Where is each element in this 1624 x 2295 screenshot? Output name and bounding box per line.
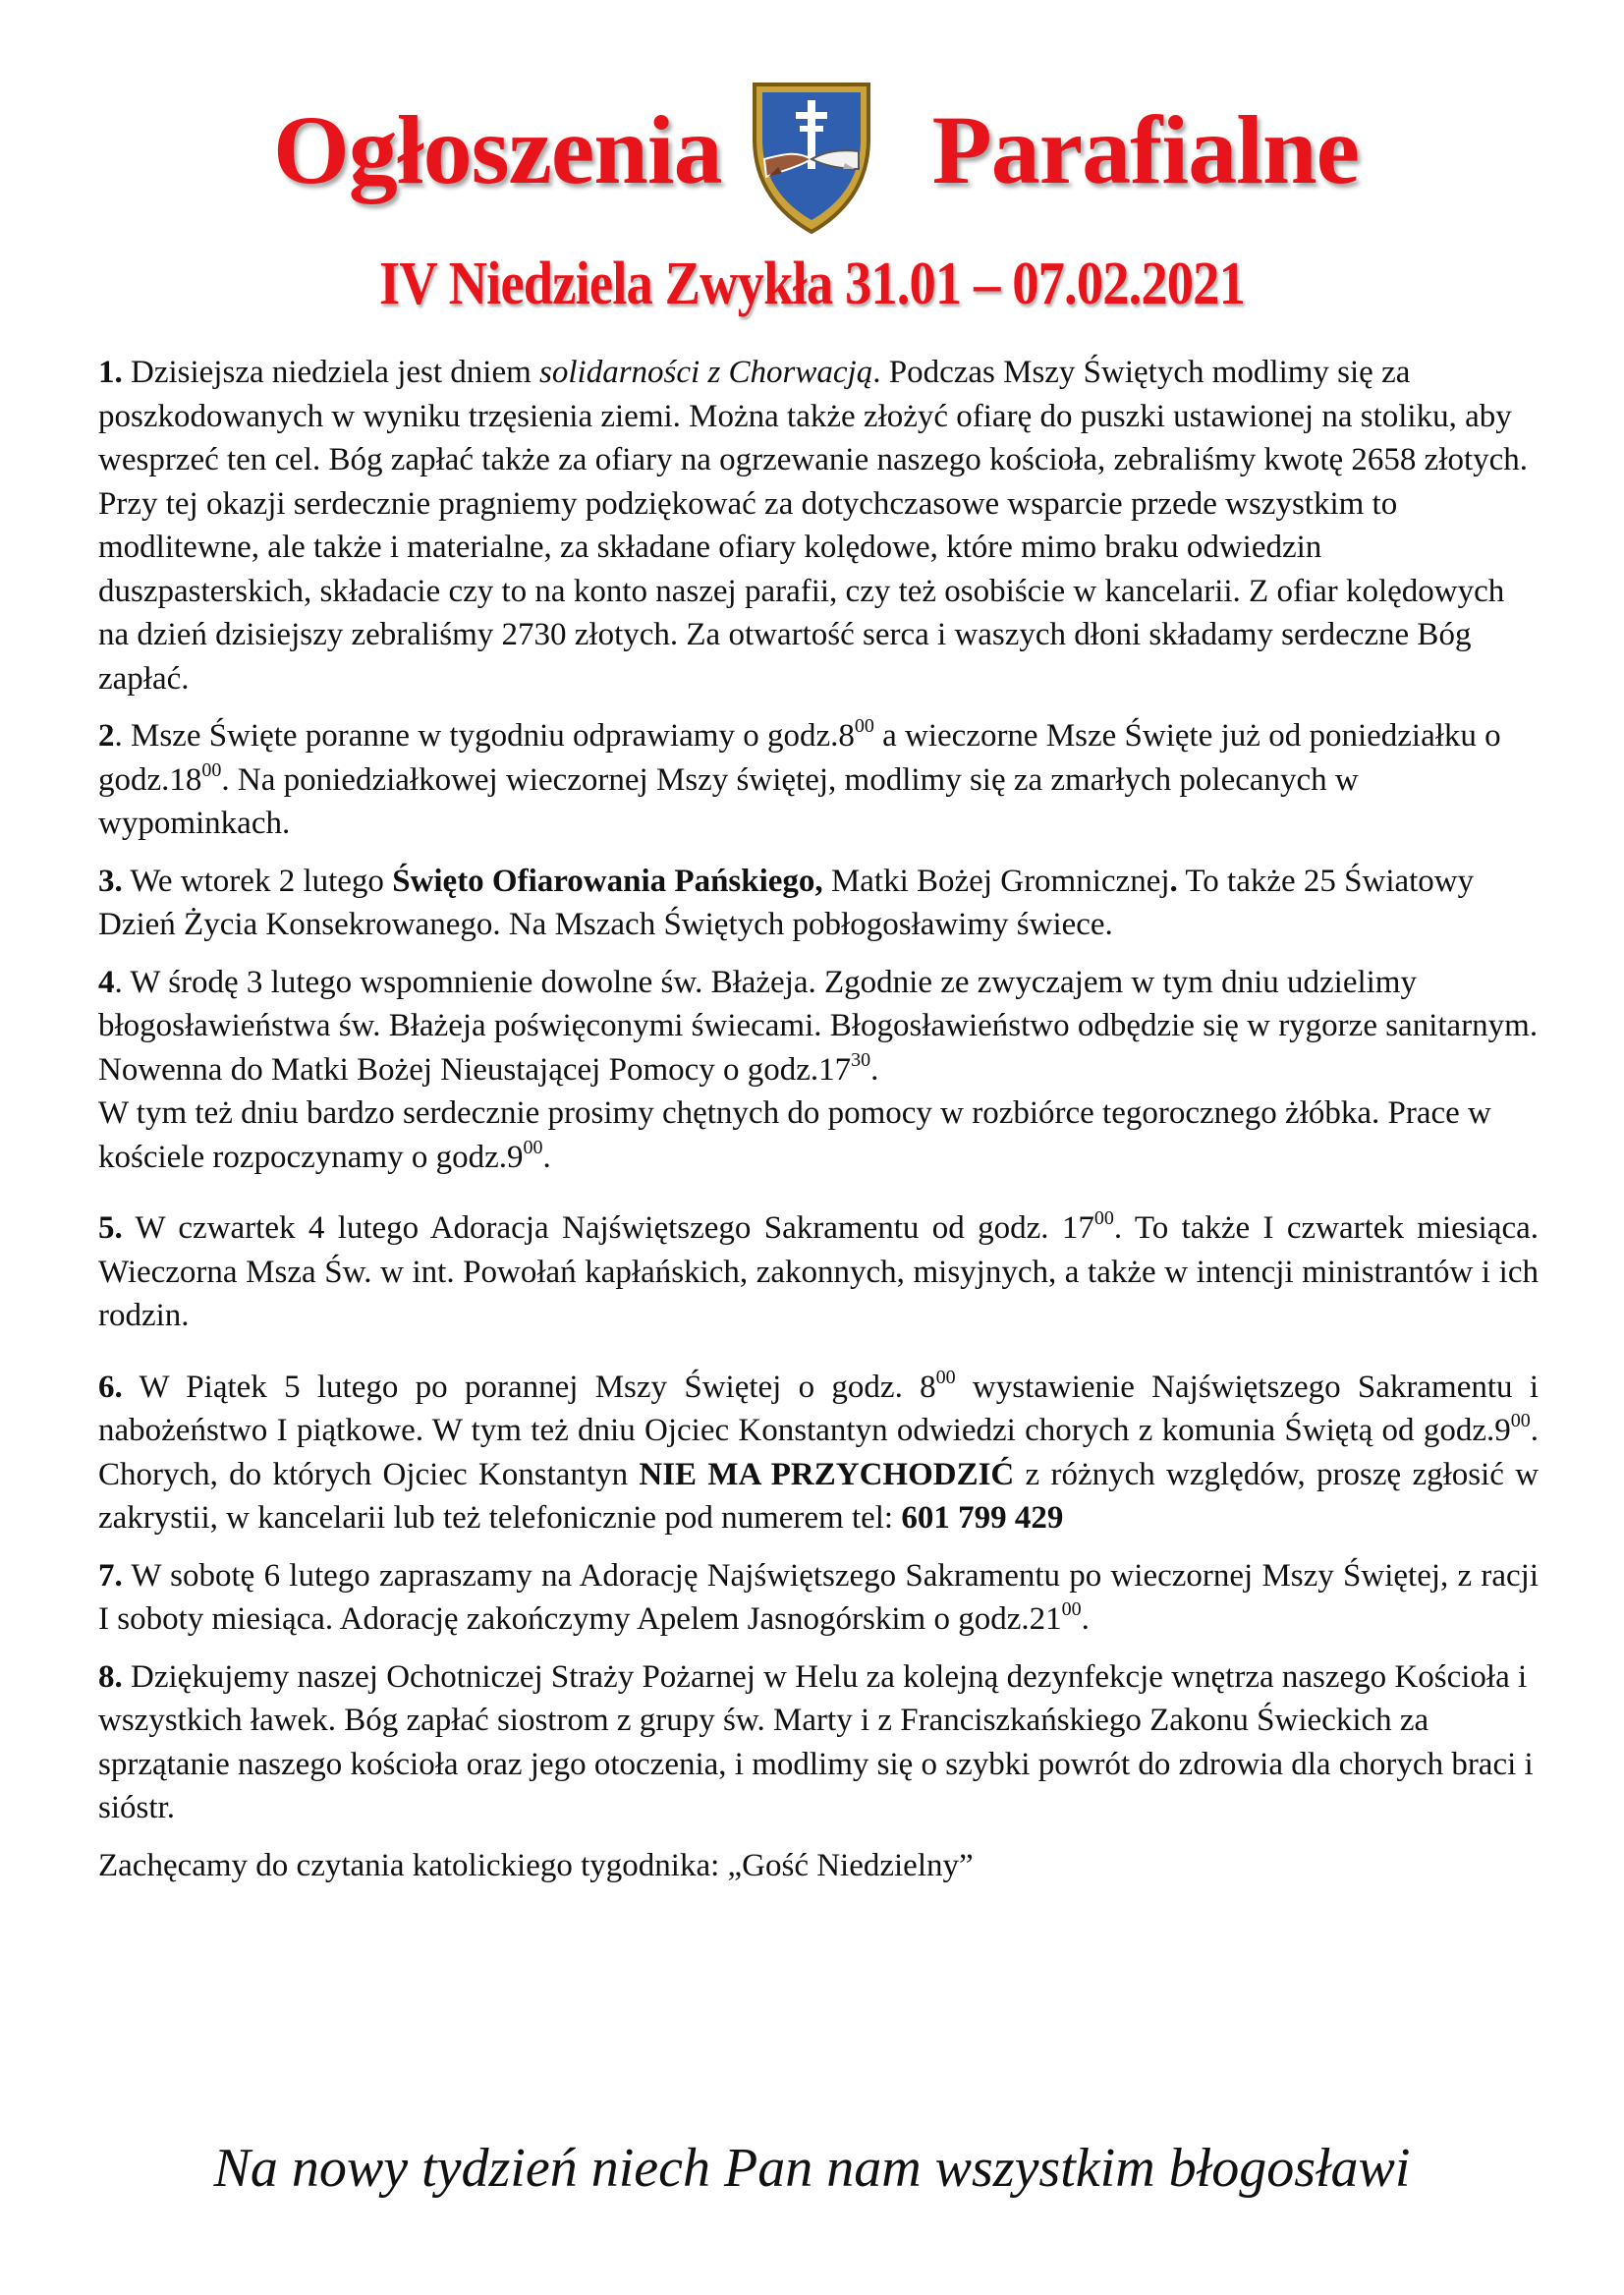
text-run: To także 25 Światowy Dzień Życia Konsekrowanego. Na Mszach Świętych pobłogosławimy świece. (98, 863, 1475, 942)
text-run: a wieczorne Msze Święte już od poniedziałku o godz.18 (98, 718, 1501, 798)
text-run: Matki Bożej Gromnicznej (822, 863, 1170, 899)
time-superscript: 00 (201, 758, 222, 781)
time-superscript: 00 (935, 1366, 956, 1388)
title-word-right: Parafialne (931, 95, 1359, 204)
bold-text: 601 799 429 (901, 1500, 1064, 1536)
text-run: . To także I czwartek miesiąca. Wieczorna Msza Św. w int. Powołań kapłańskich, zakonnych, misyjnych, a także w intencji ministrantów i ich rodzin. (98, 1210, 1539, 1333)
announcement-paragraph (98, 1655, 1539, 1830)
text-run: W Piątek 5 lutego po porannej Mszy Świętej o godz. 8 (122, 1369, 936, 1405)
announcement-item (98, 714, 1539, 846)
bold-text: 3. (98, 863, 123, 899)
bold-text: 7. (98, 1557, 123, 1594)
bold-text: 8. (98, 1658, 123, 1695)
parish-coat-of-arms-icon (749, 79, 874, 238)
announcement-paragraph (98, 860, 1539, 947)
announcement-paragraph (98, 1554, 1539, 1642)
announcement-item (98, 351, 1539, 700)
announcement-item (98, 1844, 1539, 1888)
announcement-paragraph (98, 1206, 1539, 1338)
announcement-item (98, 1554, 1539, 1642)
announcement-item (98, 1206, 1539, 1338)
text-run: W czwartek 4 lutego Adoracja Najświętszego Sakramentu od godz. 17 (122, 1210, 1094, 1246)
time-superscript: 00 (1093, 1207, 1114, 1229)
time-superscript: 00 (523, 1136, 543, 1158)
announcement-paragraph (98, 1092, 1539, 1179)
announcement-paragraph (98, 1844, 1539, 1888)
announcement-item (98, 1366, 1539, 1540)
text-run: Dziękujemy naszej Ochotniczej Straży Pożarnej w Helu za kolejną dezynfekcje wnętrza naszego Kościoła i wszystkich ławek. Bóg zapłać siostrom z grupy św. Marty i z Franciszkańskiego Zakonu Świeckich za sprzątanie naszego kościoła oraz jego otoczenia, i modlimy się o szybki powrót do zdrowia dla chorych braci i sióstr. (98, 1658, 1534, 1825)
announcement-item (98, 961, 1539, 1180)
text-run: Dzisiejsza niedziela jest dniem (122, 355, 540, 390)
text-run: wystawienie Najświętszego Sakramentu i nabożeństwo I piątkowe. W tym też dniu Ojciec Konstantyn odwiedzi chorych z komunia Świętą od godz.9 (98, 1369, 1539, 1448)
text-run: . Na poniedziałkowej wieczornej Mszy świętej, modlimy się za zmarłych polecanych w wypominkach. (98, 761, 1359, 841)
text-run: z różnych względów, proszę zgłosić w zakrystii, w kancelarii lub też telefonicznie pod numerem tel: (98, 1456, 1540, 1536)
bold-text: 6. (98, 1369, 123, 1405)
text-run: . (1081, 1601, 1090, 1637)
time-superscript: 00 (1061, 1598, 1082, 1620)
title-word-left: Ogłoszenia (273, 95, 722, 204)
text-run: Zachęcamy do czytania katolickiego tygodnika: „Gość Niedzielny” (98, 1847, 974, 1883)
announcement-paragraph (98, 351, 1539, 700)
time-superscript: 30 (851, 1048, 871, 1071)
bold-text: 4 (98, 964, 115, 1000)
time-superscript: 00 (854, 715, 874, 737)
bold-text: . (1169, 863, 1178, 899)
text-run: . W środę 3 lutego wspomnienie dowolne św. Błażeja. Zgodnie ze zwyczajem w tym dniu udzielimy błogosławieństwa św. Błażeja poświęconymi świecami. Błogosławieństwo odbędzie się w rygorze sanitarnym. Nowenna do Matki Bożej Nieustającej Pomocy o godz.17 (98, 964, 1539, 1088)
text-run: . Msze Święte poranne w tygodniu odprawiamy o godz.8 (114, 718, 855, 754)
time-superscript: 00 (1510, 1410, 1531, 1431)
announcement-item (98, 860, 1539, 947)
bold-text: Święto Ofiarowania Pańskiego, (392, 863, 823, 899)
week-subtitle: IV Niedziela Zwykła 31.01 – 07.02.2021 (379, 251, 1245, 317)
bold-text: NIE MA PRZYCHODZIĆ (639, 1456, 1015, 1492)
text-run: . (870, 1051, 879, 1088)
italic-text: solidarności z Chorwacją (539, 355, 873, 390)
text-run: . Podczas Mszy Świętych modlimy się za poszkodowanych w wyniku trzęsienia ziemi. Można także złożyć ofiarę do puszki ustawionej na stoliku, aby wesprzeć ten cel. Bóg zapłać także za ofiary na ogrzewanie naszego kościoła, zebraliśmy kwotę 2658 złotych. Przy tej okazji serdecznie pragniemy podziękować za dotychczasowe wsparcie przede wszystkim to modlitewne, ale także i materialne, za składane ofiary kolędowe, które mimo braku odwiedzin duszpasterskich, składacie czy to na konto naszej parafii, czy też osobiście w kancelarii. Z ofiar kolędowych na dzień dzisiejszy zebraliśmy 2730 złotych. Za otwartość serca i waszych dłoni składamy serdeczne Bóg zapłać. (98, 355, 1529, 697)
text-run: W tym też dniu bardzo serdecznie prosimy chętnych do pomocy w rozbiórce tegorocznego żłóbka. Prace w kościele rozpoczynamy o godz.9 (98, 1095, 1491, 1175)
announcement-paragraph (98, 961, 1539, 1092)
bold-text: 5. (98, 1210, 123, 1246)
bold-text: 2 (98, 718, 115, 754)
closing-blessing: Na nowy tydzień niech Pan nam wszystkim błogosławi (213, 2138, 1411, 2199)
announcements-list (98, 351, 1539, 1887)
bold-text: 1. (98, 355, 123, 390)
text-run: W sobotę 6 lutego zapraszamy na Adorację Najświętszego Sakramentu po wieczornej Mszy Świętej, z racji I soboty miesiąca. Adorację zakończymy Apelem Jasnogórskim o godz.21 (98, 1557, 1539, 1637)
text-run: . Chorych, do których Ojciec Konstantyn (98, 1413, 1539, 1492)
text-run: . (542, 1139, 551, 1175)
announcement-item (98, 1655, 1539, 1830)
text-run: We wtorek 2 lutego (122, 863, 393, 899)
announcement-paragraph (98, 714, 1539, 846)
announcement-paragraph (98, 1366, 1539, 1540)
